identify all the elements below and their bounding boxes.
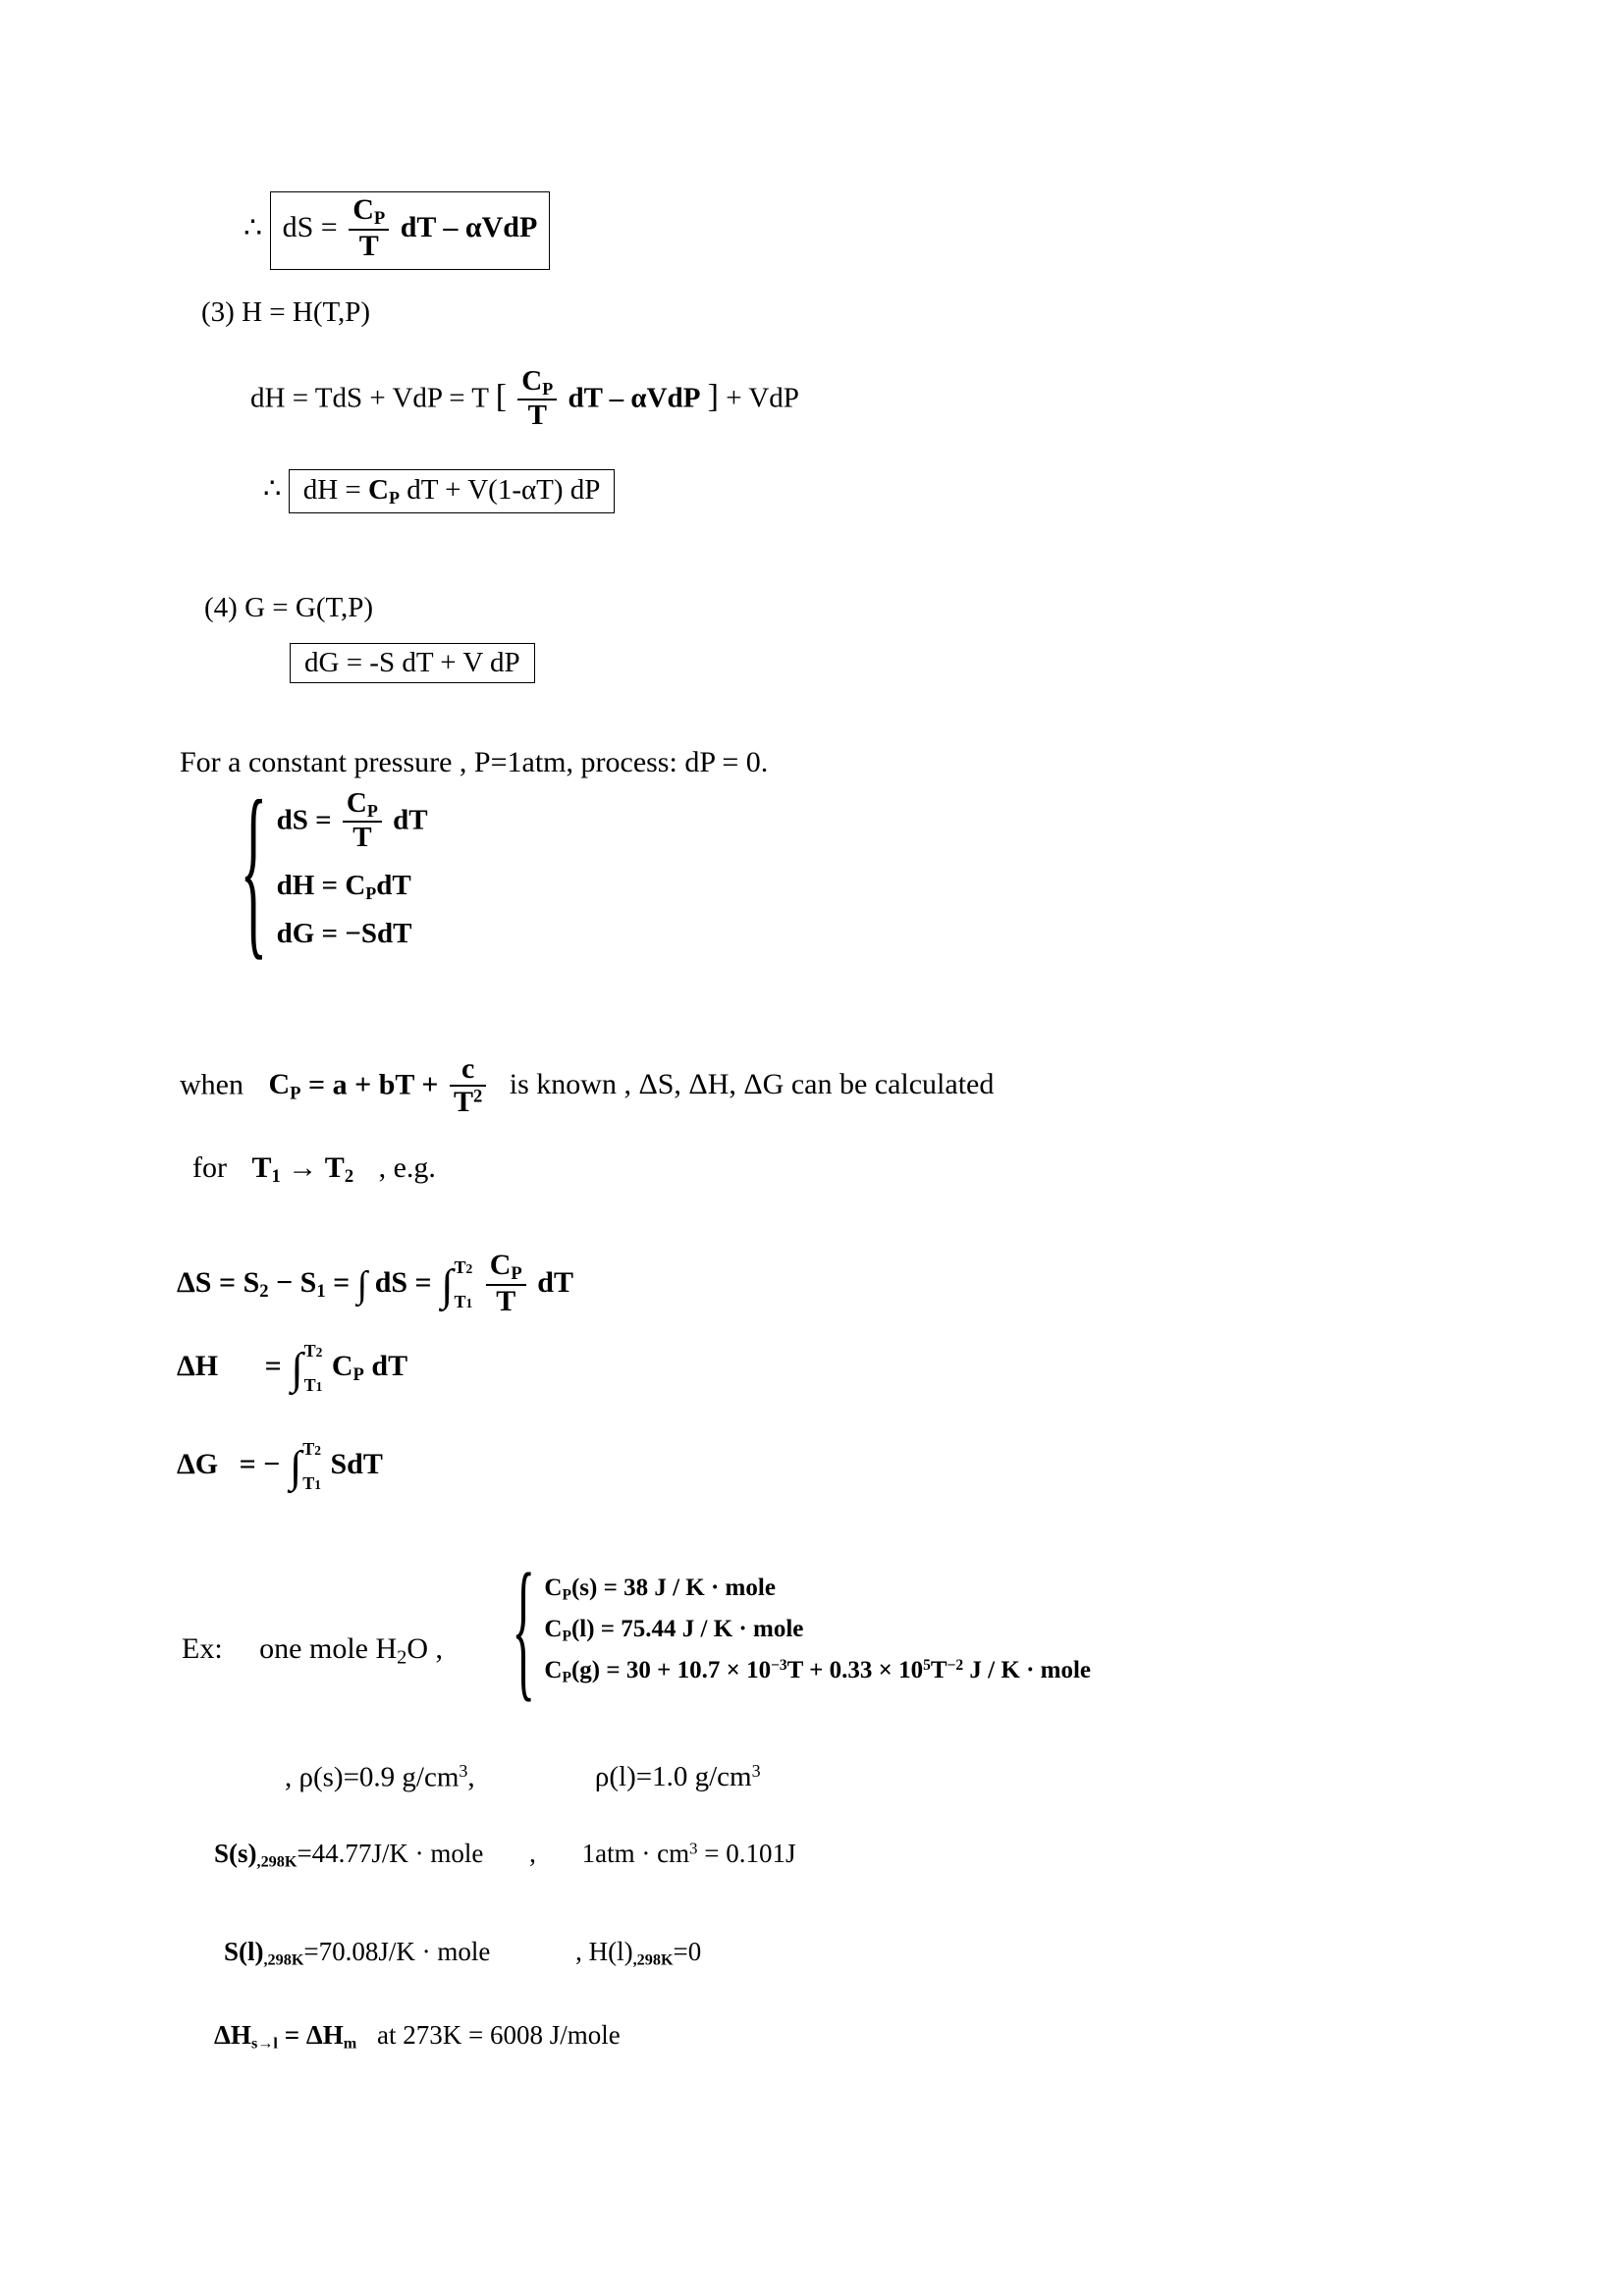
- delta-g-label: ΔG: [177, 1448, 219, 1481]
- atm-cm-value: = 0.101J: [704, 1839, 796, 1868]
- equation-delta-g: [177, 1439, 383, 1494]
- enthalpy-melting-line: [214, 2022, 621, 2052]
- integral-with-limits-3: ∫ T2 T1: [289, 1439, 321, 1494]
- delta-h-m-subscript: m: [343, 2034, 357, 2053]
- therefore-symbol-2: ∴: [263, 473, 282, 506]
- dt-text-2: dT: [376, 870, 411, 902]
- cp-subscript: P: [373, 208, 386, 230]
- t1-subscript: 1: [271, 1166, 281, 1188]
- therefore-symbol: ∴: [244, 212, 263, 244]
- int-lower-t: T: [454, 1292, 466, 1312]
- equation-dh-expansion: [250, 365, 799, 432]
- cp-subscript-2: P: [542, 379, 554, 400]
- example-text-rest: O ,: [406, 1632, 444, 1665]
- ds-integrand: dS =: [374, 1266, 432, 1299]
- equals-3: = −: [239, 1448, 281, 1481]
- s-liquid-value: =70.08J/K · mole: [303, 1937, 491, 1966]
- equation-delta-h: [177, 1341, 408, 1396]
- integral-sign-1: ∫: [356, 1264, 368, 1307]
- cp-gas-exp-1: −3: [771, 1656, 787, 1674]
- integral-with-limits-2: ∫ T2 T1: [291, 1341, 323, 1396]
- cp-subscript-5: P: [365, 883, 377, 904]
- system-line-ds: [276, 787, 428, 854]
- dg-box: [290, 643, 535, 683]
- dh-mid: dT – αVdP: [568, 382, 701, 414]
- int-upper-sub-2: 2: [315, 1345, 323, 1361]
- equation-ds-boxed: [244, 191, 550, 270]
- dh-end: + VdP: [726, 382, 799, 414]
- left-brace-icon-2: {: [512, 1541, 536, 1716]
- t-symbol-5: T: [496, 1284, 516, 1317]
- item-3-label: (3): [201, 296, 235, 328]
- example-text: one mole H: [259, 1632, 398, 1665]
- ds-label: dS =: [276, 804, 332, 836]
- cp-gas-part-1: (g) = 30 + 10.7 × 10: [570, 1656, 772, 1683]
- s-liquid-subscript: ,298K: [263, 1950, 304, 1969]
- when-equation: = a + bT +: [308, 1068, 439, 1101]
- equals-2: =: [264, 1350, 282, 1383]
- cp-over-t-fraction-4: [486, 1250, 526, 1316]
- entropy-liquid-line: [224, 1939, 701, 1968]
- cp-symbol-8: C: [544, 1575, 563, 1601]
- ds-box: [270, 191, 551, 270]
- cp-liquid-value: (l) = 75.44 J / K · mole: [570, 1615, 804, 1642]
- s-liquid-symbol: S(l): [224, 1937, 264, 1966]
- for-prefix: for: [192, 1151, 227, 1184]
- cp-symbol-7: C: [331, 1350, 353, 1383]
- arrow-icon: →: [288, 1151, 318, 1184]
- dh-box: [289, 469, 616, 513]
- delta-h-sl-subscript: s→l: [250, 2034, 278, 2053]
- dt-text: dT: [393, 804, 428, 836]
- ds-rest: dT – αVdP: [400, 211, 538, 243]
- cp-symbol-5: C: [268, 1068, 291, 1101]
- bracket-close: ]: [707, 378, 719, 415]
- cp-gas-line: [544, 1658, 1091, 1685]
- cp-gas-units: J / K · mole: [969, 1656, 1092, 1683]
- delta-h-sl-symbol: ΔH: [214, 2020, 251, 2050]
- water-subscript: 2: [397, 1646, 407, 1669]
- cp-symbol-2: C: [521, 365, 543, 397]
- cp-subscript-9: P: [562, 1586, 571, 1604]
- int-upper-t-2: T: [303, 1341, 316, 1362]
- system-line-dg: [277, 920, 428, 948]
- cp-system: [511, 1541, 1092, 1716]
- cp-symbol-9: C: [544, 1615, 563, 1642]
- cp-subscript-6: P: [290, 1083, 301, 1104]
- delta-s-label: ΔS = S: [177, 1266, 260, 1299]
- density-liquid: ρ(l)=1.0 g/cm: [594, 1761, 752, 1793]
- int-upper-sub-3: 2: [314, 1443, 321, 1459]
- t-symbol-3: T: [352, 821, 372, 853]
- cp-subscript-3: P: [388, 488, 400, 508]
- s-solid-subscript: ,298K: [256, 1852, 298, 1871]
- t-exponent: 2: [472, 1085, 483, 1106]
- cp-over-t-fraction-3: [343, 788, 382, 852]
- dh-rest: dT + V(1-αT) dP: [406, 474, 601, 506]
- s-solid-symbol: S(s): [214, 1839, 257, 1868]
- density-solid-exp: 3: [459, 1761, 468, 1781]
- system-block: [239, 760, 428, 977]
- when-suffix: is known , ΔS, ΔH, ΔG can be calculated: [509, 1068, 995, 1101]
- int-lower-sub-3: 1: [314, 1477, 321, 1493]
- left-brace-icon: {: [240, 760, 268, 977]
- cp-over-t-fraction: [349, 194, 389, 261]
- t-symbol-4: T: [453, 1085, 473, 1118]
- cp-subscript-11: P: [562, 1669, 571, 1686]
- density-liquid-exp: 3: [751, 1761, 761, 1781]
- equation-delta-s: [177, 1249, 573, 1318]
- c-over-t2-fraction: [450, 1053, 486, 1117]
- int-lower-sub-2: 1: [315, 1379, 323, 1395]
- cp-symbol-4: C: [346, 787, 367, 819]
- cp-system-block: [511, 1541, 1092, 1716]
- dg-label: dG = −SdT: [276, 918, 412, 950]
- h-liquid-subscript: ,298K: [632, 1950, 674, 1969]
- sdt-text: SdT: [330, 1448, 383, 1481]
- equation-dg-boxed: [290, 643, 535, 683]
- system-constant-pressure: [239, 760, 428, 977]
- density-line: [285, 1762, 761, 1791]
- cp-gas-exp-2: 5: [923, 1656, 931, 1674]
- list-item-4: [204, 594, 373, 622]
- dh-label: dH = C: [276, 870, 366, 902]
- cp-gas-part-3: T: [930, 1656, 947, 1683]
- cp-gas-exp-3: −2: [947, 1656, 964, 1674]
- cp-subscript-10: P: [562, 1628, 571, 1645]
- item-4-text: G = G(T,P): [244, 592, 374, 623]
- cp-system-lines: [544, 1575, 1091, 1685]
- int-upper-sub: 2: [465, 1261, 473, 1277]
- cp-liquid-line: [544, 1617, 1091, 1644]
- t2-symbol: T: [324, 1151, 345, 1184]
- h-liquid-symbol: , H(l): [575, 1937, 633, 1966]
- constant-pressure-note: [180, 748, 768, 777]
- system-line-dh: [277, 872, 428, 902]
- dt-text-4: dT: [371, 1350, 408, 1383]
- minus-s1: − S: [276, 1266, 317, 1299]
- int-lower-t-3: T: [302, 1473, 315, 1494]
- atm-cm-label: 1atm · cm: [581, 1839, 690, 1868]
- atm-cm-exp: 3: [689, 1839, 698, 1858]
- entropy-solid-line: [214, 1841, 795, 1870]
- cp-solid-value: (s) = 38 J / K · mole: [570, 1575, 776, 1601]
- t2-subscript: 2: [344, 1166, 354, 1188]
- density-comma: ,: [467, 1761, 475, 1793]
- dh-line-start: dH = TdS + VdP = T: [250, 382, 489, 414]
- ds-lhs: dS =: [282, 211, 338, 243]
- dg-text: dG = -S dT + V dP: [304, 647, 520, 678]
- cp-symbol: C: [352, 193, 374, 226]
- h-liquid-value: =0: [673, 1937, 702, 1966]
- cp-subscript-8: P: [352, 1364, 364, 1386]
- for-suffix: , e.g.: [378, 1151, 436, 1184]
- dh-lhs: dH =: [302, 474, 361, 506]
- melting-value: at 273K = 6008 J/mole: [377, 2020, 621, 2050]
- equals-1: =: [333, 1266, 351, 1299]
- t-symbol-2: T: [527, 399, 547, 431]
- example-label-line: [182, 1634, 443, 1668]
- cp-symbol-6: C: [489, 1249, 512, 1281]
- equation-dh-boxed: [263, 469, 615, 513]
- int-upper-t-3: T: [302, 1439, 315, 1460]
- bracket-open: [: [495, 378, 508, 415]
- item-3-text: H = H(T,P): [242, 296, 371, 328]
- int-lower-sub: 1: [465, 1296, 473, 1311]
- s2-subscript: 2: [259, 1281, 269, 1303]
- system-lines: [276, 787, 428, 950]
- int-upper-t: T: [454, 1257, 466, 1278]
- comma-1: ,: [529, 1839, 536, 1868]
- delta-h-label: ΔH: [177, 1350, 219, 1383]
- cp-symbol-10: C: [544, 1656, 563, 1683]
- cp-subscript-4: P: [366, 801, 378, 822]
- s1-subscript: 1: [316, 1281, 326, 1303]
- when-prefix: when: [180, 1068, 244, 1101]
- c-symbol: c: [450, 1053, 486, 1087]
- t-symbol: T: [358, 229, 379, 262]
- cp-symbol-3: C: [368, 474, 389, 506]
- example-label: Ex:: [182, 1632, 223, 1665]
- cp-gas-part-2: T + 0.33 × 10: [786, 1656, 924, 1683]
- delta-h-m-symbol: = ΔH: [284, 2020, 344, 2050]
- when-cp-line: [180, 1052, 995, 1119]
- constant-pressure-text: For a constant pressure , P=1atm, process: dP = 0.: [180, 746, 769, 778]
- s-solid-value: =44.77J/K · mole: [297, 1839, 484, 1868]
- cp-solid-line: [544, 1575, 1091, 1603]
- list-item-3: [201, 298, 370, 327]
- cp-subscript-7: P: [511, 1263, 522, 1285]
- dt-text-3: dT: [537, 1266, 573, 1299]
- item-4-label: (4): [204, 592, 238, 623]
- density-solid: , ρ(s)=0.9 g/cm: [285, 1761, 460, 1793]
- t1-symbol: T: [251, 1151, 272, 1184]
- for-range-line: [192, 1153, 436, 1187]
- int-lower-t-2: T: [303, 1375, 316, 1396]
- integral-with-limits-1: ∫ T2 T1: [441, 1257, 473, 1312]
- cp-over-t-fraction-2: [517, 366, 557, 430]
